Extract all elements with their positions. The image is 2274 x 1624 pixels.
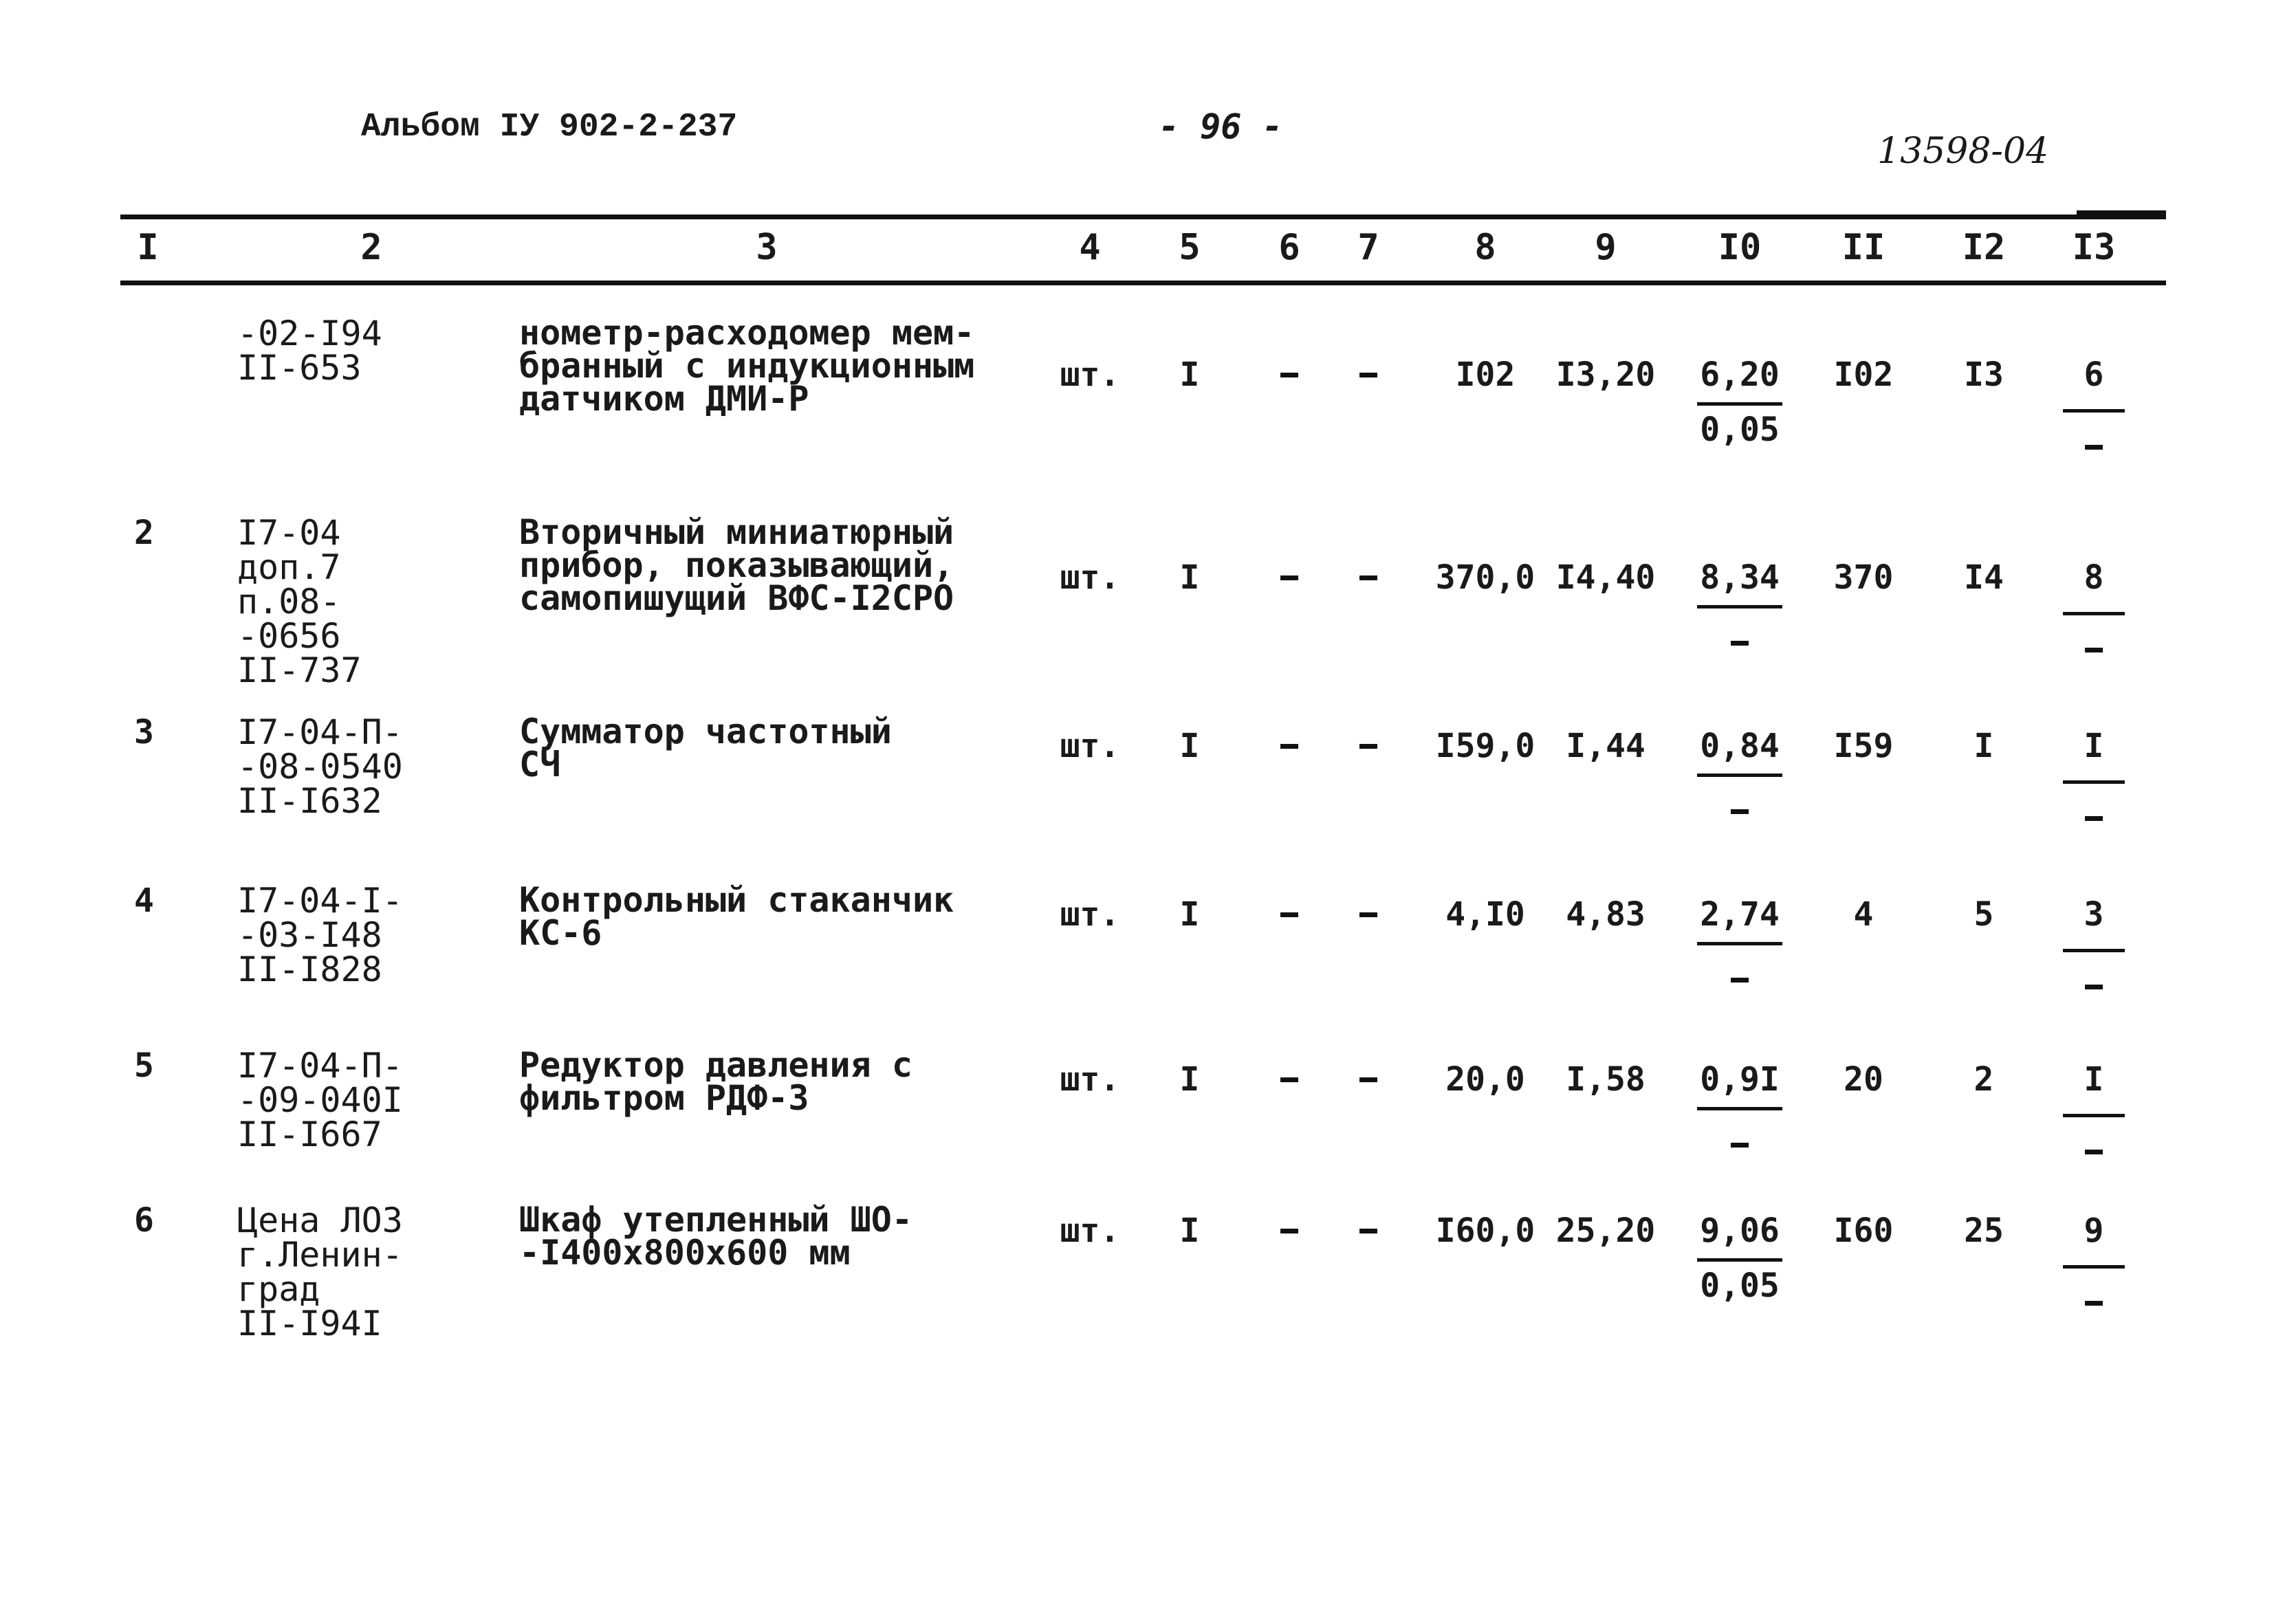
value-col-11: I60 <box>1833 1211 1894 1250</box>
dash-col-7 <box>1359 575 1377 580</box>
column-header: I2 <box>1962 227 2006 268</box>
dash-col-6 <box>1280 575 1298 580</box>
value-col-12: 5 <box>1974 895 1994 934</box>
album-title: Альбом IУ 902-2-237 <box>361 109 738 146</box>
row-number: 2 <box>134 514 154 552</box>
row-number: 3 <box>134 713 154 751</box>
column-header: II <box>1841 227 1885 268</box>
value-col-11: 20 <box>1844 1060 1883 1099</box>
value-col-11: I02 <box>1833 355 1894 394</box>
value-col-8: 4,I0 <box>1445 895 1525 934</box>
column-header: 6 <box>1278 227 1300 268</box>
column-header: 3 <box>756 227 778 268</box>
document-code: 13598-04 <box>1877 131 2049 172</box>
column-header: I <box>137 227 159 268</box>
dash-col-7 <box>1359 1229 1377 1233</box>
fraction-rule <box>1697 942 1782 945</box>
item-description: Сумматор частотный СЧ <box>519 712 892 784</box>
column-header: I3 <box>2072 227 2116 268</box>
value-col-9: I,44 <box>1566 727 1646 765</box>
value-col-8: 370,0 <box>1435 558 1535 597</box>
value-col-10-top: 0,84 <box>1700 727 1780 765</box>
unit: шт. <box>1060 895 1120 934</box>
value-col-13-bottom <box>2085 985 2103 989</box>
table-top-rule <box>120 215 2166 219</box>
value-col-10-top: 2,74 <box>1700 895 1780 934</box>
value-col-13-top: 6 <box>2084 355 2104 394</box>
item-description: Шкаф утепленный ШО- -I400x800x600 мм <box>519 1200 912 1273</box>
unit: шт. <box>1060 1060 1120 1099</box>
value-col-12: I4 <box>1964 558 2004 597</box>
column-header: I0 <box>1718 227 1762 268</box>
value-col-13-bottom <box>2085 445 2103 450</box>
item-description: Контрольный стаканчик КС-6 <box>519 880 954 953</box>
item-code: I7-04 доп.7 п.08- -0656 II-737 <box>237 513 362 690</box>
unit: шт. <box>1060 1211 1120 1250</box>
item-code: -02-I94 II-653 <box>237 314 382 388</box>
fraction-rule <box>2063 409 2125 413</box>
quantity: I <box>1179 558 1200 597</box>
value-col-9: I,58 <box>1566 1060 1646 1099</box>
dash-col-7 <box>1359 1077 1377 1082</box>
value-col-8: 20,0 <box>1445 1060 1525 1099</box>
value-col-10-bottom <box>1731 809 1749 814</box>
row-number: 4 <box>134 881 154 920</box>
fraction-rule <box>1697 605 1782 608</box>
value-col-13-top: 8 <box>2084 558 2104 597</box>
unit: шт. <box>1060 727 1120 765</box>
fraction-rule <box>1697 1107 1782 1110</box>
column-header: 9 <box>1595 227 1617 268</box>
row-number: 6 <box>134 1201 154 1240</box>
column-header: 8 <box>1474 227 1496 268</box>
value-col-13-bottom <box>2085 816 2103 821</box>
quantity: I <box>1179 1060 1200 1099</box>
dash-col-7 <box>1359 744 1377 749</box>
item-description: Редуктор давления с фильтром РДФ-3 <box>519 1045 912 1118</box>
table-top-rule-accent <box>2077 210 2166 215</box>
value-col-8: I02 <box>1455 355 1516 394</box>
quantity: I <box>1179 355 1200 394</box>
item-code: I7-04-П- -08-0540 II-I632 <box>237 712 403 821</box>
fraction-rule <box>2063 1265 2125 1269</box>
unit: шт. <box>1060 558 1120 597</box>
value-col-9: 4,83 <box>1566 895 1646 934</box>
column-header: 4 <box>1079 227 1101 268</box>
column-header: 5 <box>1179 227 1201 268</box>
value-col-9: I3,20 <box>1555 355 1656 394</box>
fraction-rule <box>2063 949 2125 952</box>
fraction-rule <box>1697 402 1782 406</box>
value-col-13-bottom <box>2085 1301 2103 1306</box>
dash-col-6 <box>1280 1229 1298 1233</box>
item-code: I7-04-П- -09-040I II-I667 <box>237 1046 403 1154</box>
dash-col-7 <box>1359 912 1377 917</box>
dash-col-6 <box>1280 1077 1298 1082</box>
dash-col-6 <box>1280 912 1298 917</box>
value-col-9: 25,20 <box>1555 1211 1656 1250</box>
value-col-12: 25 <box>1964 1211 2004 1250</box>
value-col-10-top: 6,20 <box>1700 355 1780 394</box>
item-code: I7-04-I- -03-I48 II-I828 <box>237 881 403 989</box>
value-col-8: I59,0 <box>1435 727 1535 765</box>
value-col-10-bottom: 0,05 <box>1700 1266 1780 1305</box>
value-col-12: I <box>1974 727 1994 765</box>
value-col-13-top: I <box>2084 1060 2104 1099</box>
dash-col-6 <box>1280 744 1298 749</box>
value-col-13-bottom <box>2085 648 2103 652</box>
dash-col-6 <box>1280 373 1298 377</box>
value-col-13-top: 9 <box>2084 1211 2104 1250</box>
value-col-8: I60,0 <box>1435 1211 1535 1250</box>
value-col-11: 4 <box>1853 895 1874 934</box>
quantity: I <box>1179 1211 1200 1250</box>
fraction-rule <box>2063 780 2125 784</box>
value-col-13-top: I <box>2084 727 2104 765</box>
quantity: I <box>1179 727 1200 765</box>
value-col-10-bottom: 0,05 <box>1700 410 1780 449</box>
value-col-12: 2 <box>1974 1060 1994 1099</box>
quantity: I <box>1179 895 1200 934</box>
row-number: 5 <box>134 1046 154 1085</box>
value-col-11: 370 <box>1833 558 1894 597</box>
value-col-13-bottom <box>2085 1150 2103 1154</box>
value-col-10-bottom <box>1731 978 1749 983</box>
fraction-rule <box>2063 1114 2125 1117</box>
value-col-10-top: 9,06 <box>1700 1211 1780 1250</box>
column-header: 7 <box>1357 227 1379 268</box>
value-col-10-top: 8,34 <box>1700 558 1780 597</box>
item-code: Цена ЛОЗ г.Ленин- град II-I94I <box>237 1200 403 1343</box>
value-col-13-top: 3 <box>2084 895 2104 934</box>
value-col-10-top: 0,9I <box>1700 1060 1780 1099</box>
value-col-11: I59 <box>1833 727 1894 765</box>
item-description: Вторичный миниатюрный прибор, показывающий, самопишущий ВФС-I2СРО <box>519 512 954 618</box>
value-col-12: I3 <box>1964 355 2004 394</box>
value-col-10-bottom <box>1731 1143 1749 1148</box>
fraction-rule <box>2063 612 2125 615</box>
column-header: 2 <box>360 227 382 268</box>
item-description: нометр-расходомер мем- бранный с индукционным датчиком ДМИ-Р <box>519 313 975 419</box>
fraction-rule <box>1697 773 1782 777</box>
dash-col-7 <box>1359 373 1377 377</box>
unit: шт. <box>1060 355 1120 394</box>
fraction-rule <box>1697 1258 1782 1262</box>
table-header-rule <box>120 281 2166 285</box>
page-number: - 96 - <box>1159 107 1283 146</box>
value-col-10-bottom <box>1731 641 1749 646</box>
value-col-9: I4,40 <box>1555 558 1656 597</box>
